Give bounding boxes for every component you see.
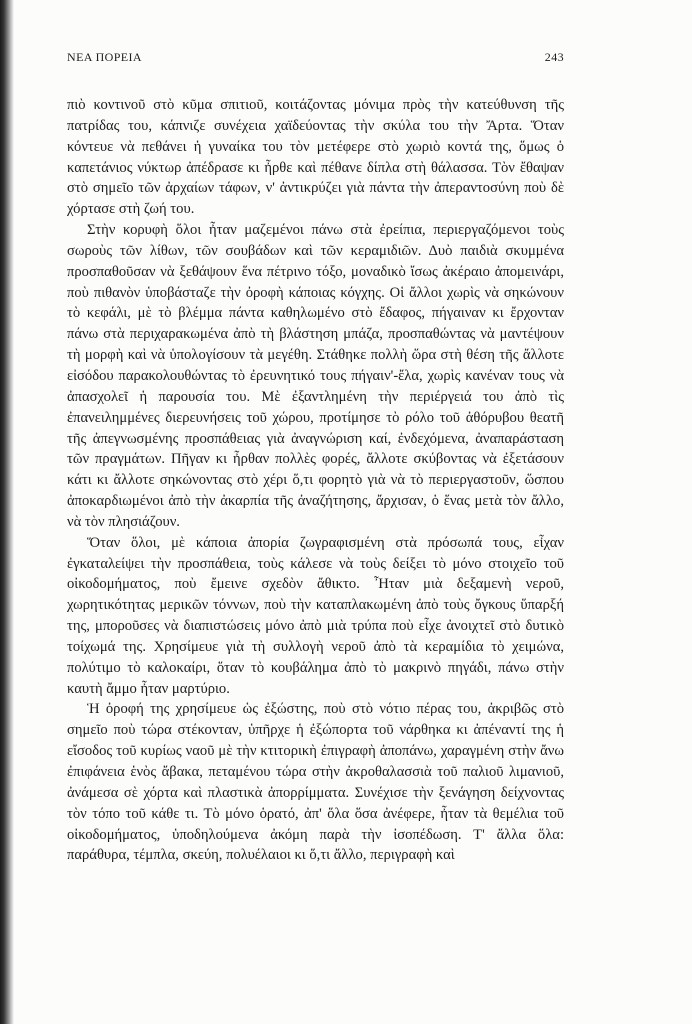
running-title: ΝΕΑ ΠΟΡΕΙΑ xyxy=(67,50,142,64)
binding-shadow xyxy=(0,0,14,1024)
body-text xyxy=(67,95,564,866)
paragraph: Στὴν κορυφὴ ὅλοι ἦταν μαζεμένοι πάνω στὰ ἐρείπια, περιεργαζόμενοι τοὺς σωροὺς τῶν λίθων, τῶν σουβάδων καὶ τῶν κεραμιδιῶν. Δυὸ παιδιὰ σκυμμένα προσπαθοῦσαν νὰ ξεθάψουν ἕνα πέτρινο τόξο, μοναδικὸ ἴσως ἀκέραιο ἀπομεινάρι, ποὺ πιθανὸν ὑποβάσταζε τὴν ὀροφὴ κάποιας κόγχης. Οἱ ἄλλοι χωρὶς νὰ σηκώνουν τὸ κεφάλι, μὲ τὸ βλέμμα πάντα καθηλωμένο στὸ ἔδαφος, πήγαιναν κι ἔρχονταν πάνω στὰ περιχαρακωμένα ἀπὸ τὴ βλάστηση μπάζα, προσπαθώντας νὰ μαντέψουν τὴ μορφὴ καὶ νὰ ὑπολογίσουν τὰ μεγέθη. Στάθηκε πολλὴ ὥρα στὴ θέση τῆς ἄλλοτε εἰσόδου παρακολουθώντας τὸ ἐρευνητικό τους πήγαιν'-ἔλα, χωρὶς κανέναν τους νὰ ἀπασχολεῖ ἡ παρουσία του. Μὲ ἐξαντλημένη τὴν περιέργειά του ἀπὸ τὶς ἐπανειλημμένες διερευνήσεις τοῦ χώρου, προτίμησε τὸ ρόλο τοῦ ἀθόρυβου θεατῆ τῆς ἀπεγνωσμένης προσπάθειας γιὰ ἀναγνώριση καί, ἐνδεχόμενα, ἀναπαράσταση τῶν πραγμάτων. Πῆγαν κι ἦρθαν πολλὲς φορές, ἄλλοτε σκύβοντας νὰ ἐξετάσουν κάτι κι ἄλλοτε σηκώνοντας στὸ χέρι ὅ,τι φορητὸ γιὰ νὰ τὸ περιεργαστοῦν, ὥσπου ἀποκαρδιωμένοι ἀπὸ τὴν ἀκαρπία τῆς ἀναζήτησης, ἄρχισαν, ὁ ἕνας μετὰ τὸν ἄλλο, νὰ τὸν πλησιάζουν. xyxy=(67,222,564,530)
paragraph: Ἡ ὀροφή της χρησίμευε ὡς ἐξώστης, ποὺ στὸ νότιο πέρας του, ἀκριβῶς στὸ σημεῖο ποὺ τώρα στέκονταν, ὑπῆρχε ἡ ἐξώπορτα τοῦ νάρθηκα κι ἀπέναντί της ἡ εἴσοδος τοῦ κυρίως ναοῦ μὲ τὴν κτιτορικὴ ἐπιγραφὴ ἀποπάνω, χαραγμένη στὴν ἄνω ἐπιφάνεια ἑνὸς ἄβακα, πεταμένου τώρα στὴν ἀκροθαλασσιὰ τοῦ παλιοῦ λιμανιοῦ, ἀνάμεσα σὲ χόρτα καὶ πλαστικὰ ἀπορρίμματα. Συνέχισε τὴν ξενάγηση δείχνοντας τὸν τόπο τοῦ κάθε τι. Τὸ μόνο ὁρατό, ἀπ' ὅλα ὅσα ἀνέφερε, ἦταν τὰ θεμέλια τοῦ οἰκοδομήματος, ὑποδηλούμενα ἀκόμη παρὰ τὴν ἰσοπέδωση. Τ' ἄλλα ὅλα: παράθυρα, τέμπλα, σκεύη, πολυέλαιοι κι ὅ,τι ἄλλο, περιγραφὴ καὶ xyxy=(67,701,564,864)
page-number: 243 xyxy=(544,50,564,64)
paragraph: πιὸ κοντινοῦ στὸ κῦμα σπιτιοῦ, κοιτάζοντας μόνιμα πρὸς τὴν κατεύθυνση τῆς πατρίδας του, κάπνιζε συνέχεια χαϊδεύοντας τὴν σκύλα του τὴν Ἄρτα. Ὅταν κόντευε νὰ πεθάνει ἡ γυναίκα του τὸν μετέφερε στὸ χωριὸ κοντά της, ὅμως ὁ καπετάνιος νύκτωρ ἀπέδρασε κι ἦρθε καὶ πέθανε δίπλα στὴ θάλασσα. Τὸν ἔθαψαν στὸ σημεῖο τῶν ἀρχαίων τάφων, ν' ἀντικρύζει γιὰ πάντα τὴν ἀπεραντοσύνη ποὺ δὲ χόρτασε στὴ ζωή του. xyxy=(67,97,564,218)
running-head xyxy=(67,50,564,66)
paragraph: Ὅταν ὅλοι, μὲ κάποια ἀπορία ζωγραφισμένη στὰ πρόσωπά τους, εἶχαν ἐγκαταλείψει τὴν προσπάθεια, τοὺς κάλεσε νὰ τοὺς δείξει τὸ μόνο στοιχεῖο τοῦ οἰκοδομήματος, ποὺ ἔμεινε σχεδὸν ἄθικτο. Ἦταν μιὰ δεξαμενὴ νεροῦ, χωρητικότητας μερικῶν τόννων, ποὺ τὴν καταπλακωμένη ἀπὸ τοὺς ὄγκους ὕπαρξή της, μποροῦσες νὰ διαπιστώσεις μόνο ἀπὸ μιὰ τρύπα ποὺ εἶχε ἀνοιχτεῖ στὸ δυτικὸ τοίχωμά της. Χρησίμευε γιὰ τὴ συλλογὴ νεροῦ ἀπὸ τὰ κεραμίδια τὸ χειμώνα, πολύτιμο τὸ καλοκαίρι, ὅταν τὸ κουβάλημα ἀπὸ τὸ μακρινὸ πηγάδι, πάνω στὴν καυτὴ ἄμμο ἦταν μαρτύριο. xyxy=(67,534,564,697)
